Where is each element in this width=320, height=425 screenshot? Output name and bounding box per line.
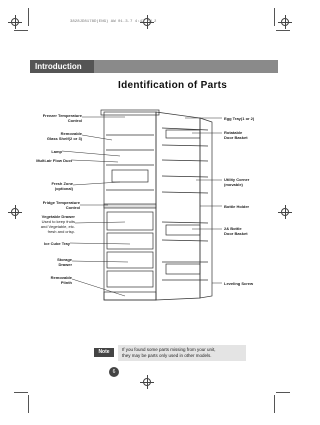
note-badge: Note [94,348,114,357]
label-storage-drawer: Storage Drawer [57,257,72,267]
label-fridge-temperature-control: Fridge Temperature Control [42,200,80,210]
label-bottle-holder: Bottle Holder [224,204,250,209]
note-line-1: If you found some parts missing from your unit, [122,347,216,352]
label-multi-air-flow-duct: Multi-air Flow Duct [36,158,72,163]
label-utility-corner: Utility Corner (movable) [224,177,250,187]
label-rotatable-door-basket: Rotatable Door Basket [224,130,248,140]
page-title: Identification of Parts [118,80,228,91]
print-slug: 3828JD8178D(ENG) AW 01.3.7 4:43 PM 2 [70,20,157,24]
note-box [118,345,246,361]
label-egg-tray: Egg Tray(1 or 2) [224,116,255,121]
label-ice-cube-tray: Ice Cube Tray [43,241,70,246]
label-vegetable-drawer: Vegetable Drawer Used to keep fruits and Vegetable, etc. fresh and crisp. [40,214,75,234]
section-title: Introduction [35,62,82,71]
label-removable-glass-shelf: Removable Glass Shelf(2 or 3) [46,131,82,141]
open-door [156,112,200,300]
label-removable-plinth: Removable Plinth [50,275,72,285]
label-freezer-temperature-control: Freezer Temperature Control [42,113,82,123]
label-leveling-screw: Leveling Screw [224,281,254,286]
page-number: 6 [109,367,119,377]
label-fresh-zone: Fresh Zone (optional) [51,181,73,191]
label-bottle-door-basket: 2& Bottle Door Basket [224,226,248,236]
label-lamp: Lamp [51,149,62,154]
note-line-2: they may be parts only used in other models. [122,353,212,358]
cabinet-top [101,110,159,115]
